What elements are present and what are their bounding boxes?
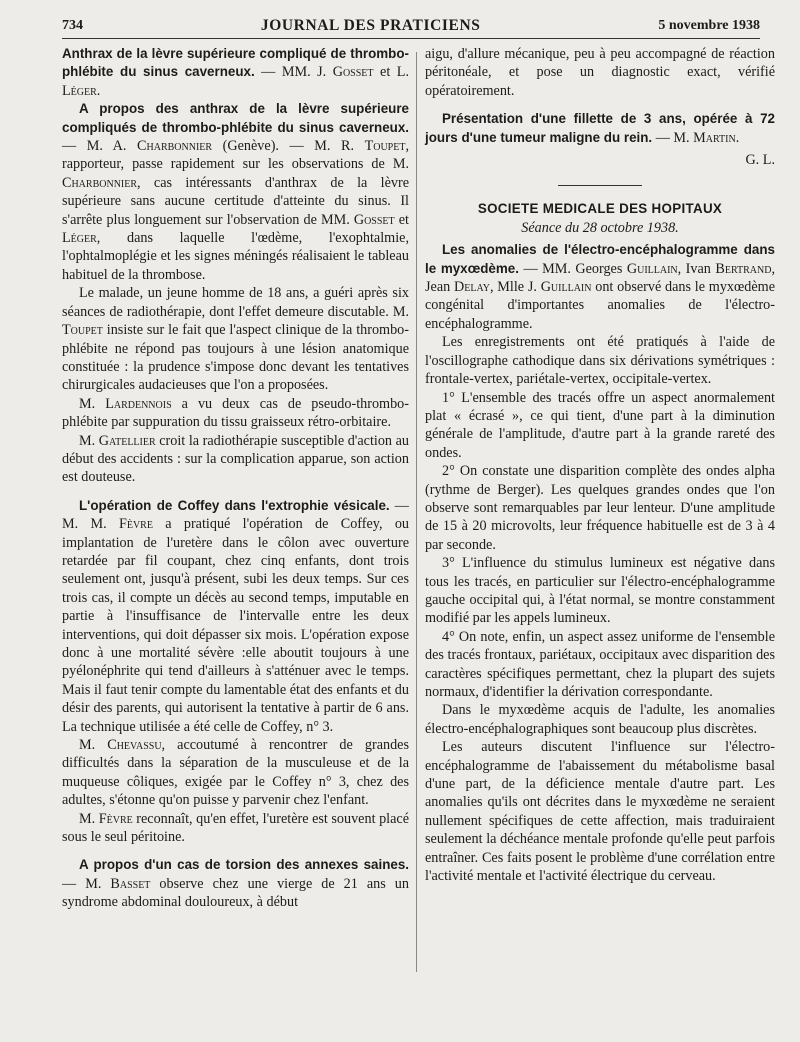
author-name: Chevassu — [107, 737, 162, 754]
session-date: Séance du 28 octobre 1938. — [521, 219, 679, 236]
society-heading: SOCIETE MEDICALE DES HOPITAUX — [477, 201, 723, 217]
author-name: Guillain — [626, 260, 678, 277]
paragraph-malade: Le malade, un jeune homme de 18 ans, a guéri après six séances de radiothérapie, dont l'effet demeure discutable. M. Toupet insiste sur le fait que l'aspect clinique de la thrombo-phlébite ne répond pas toujours à une lésion anatomique constituée : la prudence s'impose donc devant les tentatives chirurgicales audacieuses que l'on a proposées. — [62, 285, 409, 394]
article-title: A propos d'un cas de torsion des annexes saines. — [79, 857, 409, 873]
article-title: L'opération de Coffey dans l'extrophie vésicale. — [79, 497, 390, 513]
author-name: Fèvre — [98, 810, 133, 827]
right-column — [425, 45, 775, 885]
author-name: Bertrand — [715, 260, 772, 277]
author-name: Fèvre — [118, 516, 153, 533]
author-name: Gatellier — [98, 432, 156, 449]
paragraph-gatellier: M. Gatellier croit la radiothérapie susceptible d'action au début des accidents : sur la complication apparue, son action est douteuse. — [62, 432, 409, 486]
journal-title: JOURNAL DES PRATICIENS — [260, 17, 481, 34]
signature: G. L. — [745, 152, 775, 169]
article-charbonnier: A propos des anthrax de la lèvre supérieure compliqués de thrombo-phlébite du sinus caverneux. — M. A. Charbonnier (Genève). — M. R. Toupet, rapporteur, passe rapidement sur les observations de M. Charbonnier, cas intéressants d'anthrax de la lèvre supérieure sans aucune certitude d'atteinte du sinus. Il s'arrête plus longuement sur l'observation de MM. Gosset et Léger, dans laquelle l'œdème, l'exophtalmie, l'ophtalmoplégie et les signes méningés réalisaient le tableau habituel de la thrombose. — [62, 101, 409, 283]
author-name: Toupet — [364, 138, 406, 155]
author-name: Basset — [110, 875, 151, 892]
left-column — [62, 45, 409, 912]
paragraph-fevre: M. Fèvre reconnaît, qu'en effet, l'uretère est souvent placé sous le seul péritoine. — [62, 810, 409, 846]
article-title: Présentation d'une fillette de 3 ans, opérée à 72 jours d'une tumeur maligne du rein. — [425, 111, 775, 145]
article-coffey: L'opération de Coffey dans l'extrophie vésicale. — M. M. Fèvre a pratiqué l'opération de Coffey, ou implantation de l'uretère dans le côlon avec ouverture retardée par fil coupant, chez cinq enfants, dont trois seulement ont, jusqu'à présent, subi les deux temps. Sur ces trois cas, il compte un décès au second temps, imputable en partie à l'insuffisance de l'intervalle entre les deux interventions, qui doit dépasser six mois. L'opération expose donc à une mortalité sévère :elle aboutit toujours à une pyélonéphrite qui tend d'ailleurs à s'atténuer avec le temps. Mais il faut tenir compte du lamentable état des enfants et du désir des parents, qui autorisent la tentative à partir de 6 ans. La technique utilisée a été celle de Coffey, n° 3. — [62, 497, 410, 735]
author-name: Martin — [693, 129, 736, 146]
paragraph-enregistrements: Les enregistrements ont été pratiqués à l'aide de l'oscillographe cathodique dans six dérivations symétriques : frontale-vertex, pariétale-vertex, occipitale-vertex. — [425, 334, 775, 388]
article-guillain: Les anomalies de l'électro-encéphalogramme dans le myxœdème. — MM. Georges Guillain, Ivan Bertrand, Jean Delay, Mlle J. Guillain ont observé dans le myxœdème congénital d'importantes anomalies de l'électro-encéphalogramme. — [425, 242, 776, 332]
article-martin: Présentation d'une fillette de 3 ans, opérée à 72 jours d'une tumeur maligne du rein. — M. Martin. — [425, 111, 775, 146]
author-name: Charbonnier — [137, 138, 213, 155]
article-basset: A propos d'un cas de torsion des annexes saines. — M. Basset observe chez une vierge de 21 ans un syndrome abdominal douloureux, à début — [62, 857, 409, 911]
paragraph-myxoedeme-adulte: Dans le myxœdème acquis de l'adulte, les anomalies électro-encéphalographiques sont beaucoup plus discrètes. — [425, 702, 775, 737]
column-divider — [416, 52, 417, 972]
paragraph-point-2: 2° On constate une disparition complète des ondes alpha (rythme de Berger). Les quelques grandes ondes que l'on observe sont remarquables par leur lenteur. D'une amplitude de 15 à 20 microvolts, leur fréquence habituelle est de 3 à 4 par seconde. — [425, 463, 775, 553]
section-separator — [558, 185, 642, 186]
author-name: Gosset — [353, 211, 395, 228]
paragraph-conclusion: Les auteurs discutent l'influence sur l'électro-encéphalogramme de l'abaissement du métabolisme basal d'une part, de la déficience mentale d'autre part. Les anomalies qu'ils ont décrites dans le myxœdème ne seraient nullement spécifiques de cette affection, mais traduiraient seulement la déchéance mentale profonde qu'elle peut parfois entraîner. Ces faits posent le problème d'une corrélation entre l'activité mentale et l'activité électrique du cerveau. — [425, 739, 775, 885]
author-name: Charbonnier — [62, 174, 138, 191]
paragraph-continuation: aigu, d'allure mécanique, peu à peu accompagné de réaction péritonéale, et pose un diagnostic exact, vérifié opératoirement. — [425, 46, 775, 99]
author-name: Léger — [62, 82, 97, 99]
paragraph-point-4: 4° On note, enfin, un aspect assez uniforme de l'ensemble des tracés frontaux, pariétaux, occipitaux avec disparition des caractères spécifiques permettant, chez la plupart des sujets normaux, d'identifier la dérivation correspondante. — [425, 628, 775, 700]
article-title: Anthrax de la lèvre supérieure compliqué de thrombo-phlébite du sinus caverneux. — [62, 46, 409, 80]
author-name: Léger — [62, 230, 97, 247]
article-gosset-leger: Anthrax de la lèvre supérieure compliqué de thrombo-phlébite du sinus caverneux. — MM. J. Gosset et L. Léger. — [62, 46, 409, 99]
issue-date: 5 novembre 1938 — [658, 18, 760, 33]
author-name: Toupet — [62, 322, 103, 339]
author-name: Gosset — [332, 64, 374, 81]
page-number: 734 — [62, 18, 83, 33]
author-name: Guillain — [540, 279, 592, 296]
paragraph-chevassu: M. Chevassu, accoutumé à rencontrer de grandes difficultés dans la séparation de la musculeuse et de la muqueuse côliques, exigée par le Coffey n° 3, chez des adultes, s'étonne qu'on puisse y parvenir chez l'enfant. — [62, 737, 410, 809]
article-title: A propos des anthrax de la lèvre supérieure compliqués de thrombo-phlébite du sinus caverneux. — [62, 101, 409, 135]
paragraph-point-1: 1° L'ensemble des tracés offre un aspect anormalement plat « écrasé », ce qui tient, d'une part à la diminution générale de l'amplitude, d'autre part à la grande rareté des ondes. — [425, 389, 775, 461]
author-name: Lardennois — [105, 395, 172, 412]
paragraph-lardennois: M. Lardennois a vu deux cas de pseudo-thrombo-phlébite par suppuration du tissu graisseux rétro-orbitaire. — [62, 395, 409, 431]
paragraph-point-3: 3° L'influence du stimulus lumineux est négative dans tous les tracés, en particulier sur l'électro-encéphalogramme gauche occipital qui, à l'état normal, se montre constamment modifié par les appels lumineux. — [425, 555, 775, 627]
author-name: Delay — [453, 279, 490, 296]
running-header — [62, 14, 760, 39]
article-title: Les anomalies de l'électro-encéphalogramme dans le myxœdème. — [425, 242, 775, 276]
